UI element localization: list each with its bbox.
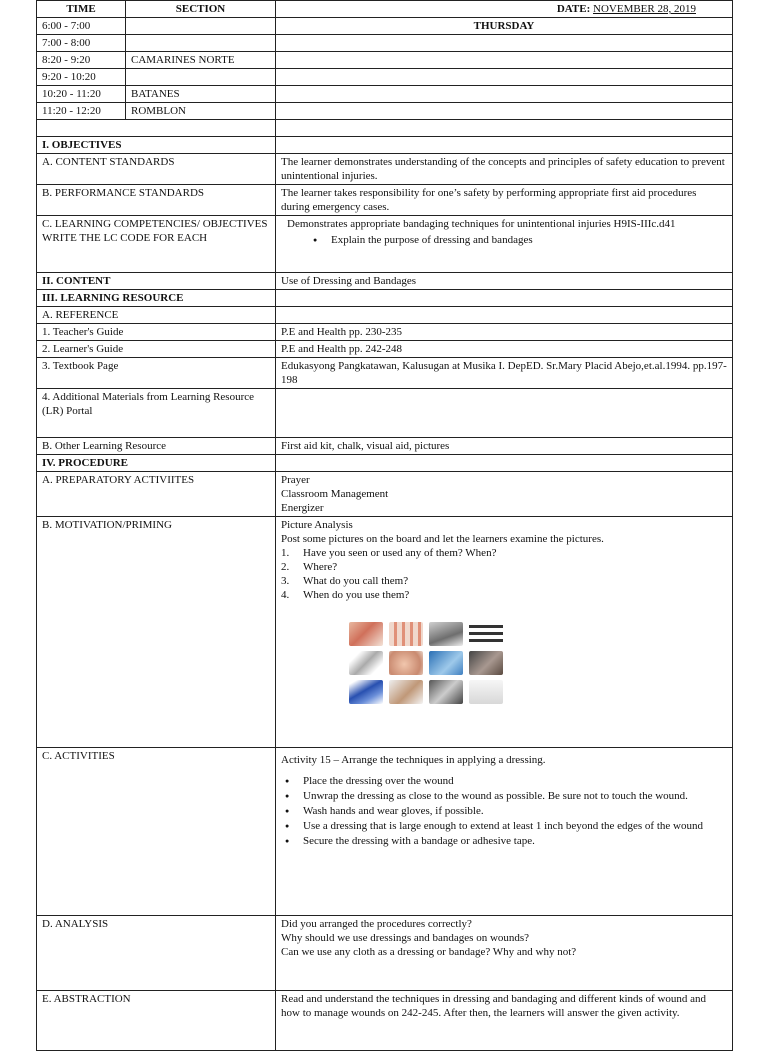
- motivation-title: Picture Analysis: [281, 519, 353, 531]
- bandage-picture: [469, 651, 503, 675]
- competencies-text: Demonstrates appropriate bandaging techniques for unintentional injuries H9IS-IIIc.d41: [287, 218, 676, 230]
- schedule-section: [126, 69, 276, 86]
- bandage-picture: [429, 622, 463, 646]
- learners-guide-text: P.E and Health pp. 242-248: [276, 341, 733, 358]
- motivation-question: 1. Have you seen or used any of them? When?: [281, 547, 497, 559]
- content-standards-row: [37, 154, 733, 185]
- schedule-section: [126, 35, 276, 52]
- date-value: NOVEMBER 28, 2019: [593, 3, 696, 15]
- textbook-row: [37, 358, 733, 389]
- performance-standards-text: The learner takes responsibility for one’s safety by performing appropriate first aid procedures during emergency cases.: [276, 185, 733, 216]
- teachers-guide-row: [37, 324, 733, 341]
- analysis-question: Why should we use dressings and bandages on wounds?: [281, 932, 530, 944]
- procedure-heading: IV. PROCEDURE: [37, 455, 276, 472]
- preparatory-row: [37, 472, 733, 517]
- bandage-picture: [349, 680, 383, 704]
- motivation-row: [37, 517, 733, 748]
- preparatory-label: A. PREPARATORY ACTIVIITES: [37, 472, 276, 517]
- activities-row: [37, 748, 733, 916]
- schedule-time: 9:20 - 10:20: [37, 69, 126, 86]
- activity-step: ● Secure the dressing with a bandage or adhesive tape.: [281, 834, 727, 848]
- activities-cell: [276, 748, 733, 916]
- motivation-question: 2. Where?: [281, 561, 338, 573]
- performance-standards-label: B. PERFORMANCE STANDARDS: [37, 185, 276, 216]
- content-row: [37, 273, 733, 290]
- analysis-label: D. ANALYSIS: [37, 916, 276, 991]
- section-header: SECTION: [126, 1, 276, 18]
- motivation-label: B. MOTIVATION/PRIMING: [37, 517, 276, 748]
- competencies-row: [37, 216, 733, 273]
- other-resource-row: [37, 438, 733, 455]
- abstraction-label: E. ABSTRACTION: [37, 991, 276, 1051]
- schedule-section: ROMBLON: [126, 103, 276, 120]
- schedule-row: [37, 35, 733, 52]
- learners-guide-label: 2. Learner's Guide: [37, 341, 276, 358]
- activity-step: ● Unwrap the dressing as close to the wound as possible. Be sure not to touch the wound.: [281, 789, 727, 803]
- schedule-section: CAMARINES NORTE: [126, 52, 276, 69]
- teachers-guide-label: 1. Teacher's Guide: [37, 324, 276, 341]
- lesson-plan-table: [36, 0, 733, 1051]
- resources-heading: III. LEARNING RESOURCE: [37, 290, 276, 307]
- schedule-row: [37, 18, 733, 35]
- textbook-label: 3. Textbook Page: [37, 358, 276, 389]
- abstraction-text: Read and understand the techniques in dressing and bandaging and different kinds of wound and how to manage wounds on 242-245. After then, the learners will answer the given activity.: [276, 991, 733, 1051]
- schedule-time: 11:20 - 12:20: [37, 103, 126, 120]
- activity-step: ● Place the dressing over the wound: [281, 774, 727, 788]
- other-resource-label: B. Other Learning Resource: [37, 438, 276, 455]
- bandage-picture: [429, 680, 463, 704]
- reference-row: [37, 307, 733, 324]
- activity-step: ● Use a dressing that is large enough to extend at least 1 inch beyond the edges of the wound: [281, 819, 727, 833]
- preparatory-cell: [276, 472, 733, 517]
- activities-label: C. ACTIVITIES: [37, 748, 276, 916]
- additional-materials-label: 4. Additional Materials from Learning Resource (LR) Portal: [37, 389, 276, 438]
- objectives-heading-row: [37, 137, 733, 154]
- teachers-guide-text: P.E and Health pp. 230-235: [276, 324, 733, 341]
- competencies-cell: [276, 216, 733, 273]
- content-text: Use of Dressing and Bandages: [276, 273, 733, 290]
- schedule-section: BATANES: [126, 86, 276, 103]
- bandage-picture: [349, 651, 383, 675]
- schedule-row: [37, 52, 733, 69]
- other-resource-text: First aid kit, chalk, visual aid, pictures: [276, 438, 733, 455]
- schedule-time: 10:20 - 11:20: [37, 86, 126, 103]
- schedule-row: [37, 86, 733, 103]
- preparatory-item: Classroom Management: [281, 488, 389, 500]
- analysis-row: [37, 916, 733, 991]
- bandage-picture: [429, 651, 463, 675]
- analysis-question: Can we use any cloth as a dressing or bandage? Why and why not?: [281, 946, 577, 958]
- competencies-label: C. LEARNING COMPETENCIES/ OBJECTIVES WRITE THE LC CODE FOR EACH: [37, 216, 276, 273]
- bandage-picture: [349, 622, 383, 646]
- textbook-text: Edukasyong Pangkatawan, Kalusugan at Musika I. DepED. Sr.Mary Placid Abejo,et.al.1994. pp.197-198: [276, 358, 733, 389]
- date-header: DATE: NOVEMBER 28, 2019: [276, 1, 733, 18]
- content-heading: II. CONTENT: [37, 273, 276, 290]
- procedure-heading-row: [37, 455, 733, 472]
- bandage-picture: [389, 622, 423, 646]
- analysis-question: Did you arranged the procedures correctly?: [281, 918, 472, 930]
- reference-label: A. REFERENCE: [37, 307, 276, 324]
- bandage-picture: [469, 622, 503, 646]
- bandage-picture: [389, 651, 423, 675]
- motivation-cell: [276, 517, 733, 748]
- bandage-picture: [469, 680, 503, 704]
- schedule-section: [126, 18, 276, 35]
- schedule-row: [37, 69, 733, 86]
- bandage-picture: [389, 680, 423, 704]
- resources-heading-row: [37, 290, 733, 307]
- schedule-row: [37, 103, 733, 120]
- header-row: [37, 1, 733, 18]
- activity-step: ● Wash hands and wear gloves, if possible.: [281, 804, 727, 818]
- learners-guide-row: [37, 341, 733, 358]
- additional-materials-row: [37, 389, 733, 438]
- content-standards-label: A. CONTENT STANDARDS: [37, 154, 276, 185]
- time-header: TIME: [37, 1, 126, 18]
- preparatory-item: Energizer: [281, 502, 324, 514]
- performance-standards-row: [37, 185, 733, 216]
- schedule-time: 8:20 - 9:20: [37, 52, 126, 69]
- activities-title: Activity 15 – Arrange the techniques in applying a dressing.: [281, 754, 546, 766]
- analysis-cell: [276, 916, 733, 991]
- motivation-question: 3. What do you call them?: [281, 575, 409, 587]
- schedule-time: 7:00 - 8:00: [37, 35, 126, 52]
- dressing-pictures: [349, 622, 727, 704]
- competencies-bullet: ● Explain the purpose of dressing and bandages: [309, 233, 727, 247]
- abstraction-row: [37, 991, 733, 1051]
- preparatory-item: Prayer: [281, 474, 310, 486]
- day-label: THURSDAY: [276, 18, 733, 35]
- motivation-intro: Post some pictures on the board and let the learners examine the pictures.: [281, 533, 604, 545]
- schedule-time: 6:00 - 7:00: [37, 18, 126, 35]
- content-standards-text: The learner demonstrates understanding of the concepts and principles of safety education to prevent unintentional injuries.: [276, 154, 733, 185]
- objectives-heading: I. OBJECTIVES: [37, 137, 276, 154]
- motivation-question: 4. When do you use them?: [281, 589, 410, 601]
- spacer-row: [37, 120, 733, 137]
